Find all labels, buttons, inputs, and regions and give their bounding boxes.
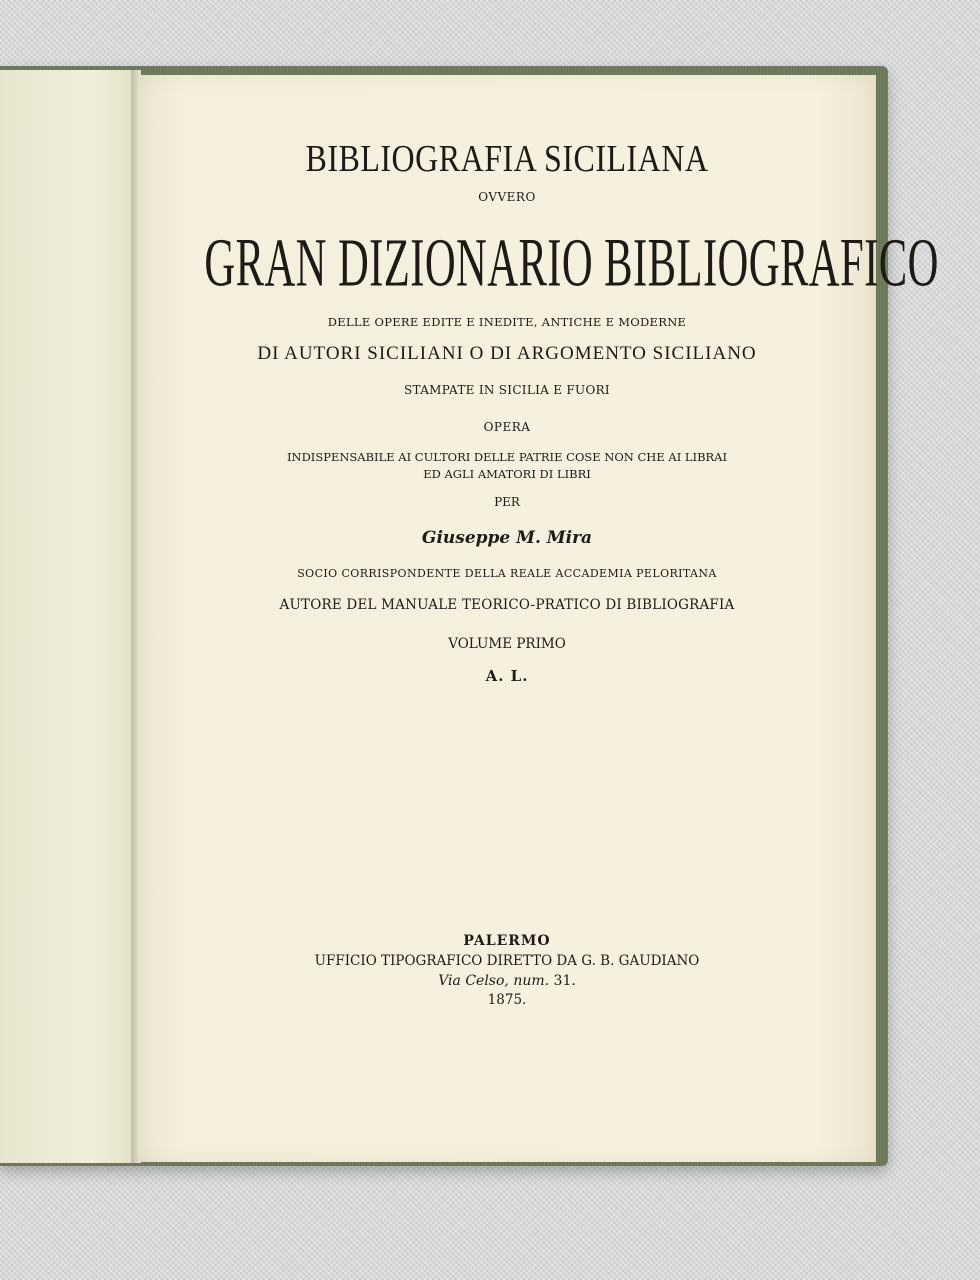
- author-affiliation-2: AUTORE DEL MANUALE TEORICO-PRATICO DI BIBLIOGRAFIA: [279, 597, 735, 613]
- volume-label: VOLUME PRIMO: [448, 636, 566, 652]
- imprint-year: 1875.: [487, 992, 527, 1008]
- description-line-2: ED AGLI AMATORI DI LIBRI: [423, 467, 591, 481]
- left-endpaper: [0, 70, 134, 1163]
- series-title: BIBLIOGRAFIA SICILIANA: [305, 136, 709, 180]
- imprint-street-number: 31.: [553, 973, 576, 989]
- subtitle-line-1: DELLE OPERE EDITE E INEDITE, ANTICHE E MODERNE: [327, 315, 687, 329]
- per-line: PER: [494, 495, 520, 509]
- description-line-1: INDISPENSABILE AI CULTORI DELLE PATRIE COSE NON CHE AI LIBRAI: [286, 450, 728, 464]
- ovvero-line: OVVERO: [478, 190, 536, 204]
- author-affiliation-1: SOCIO CORRISPONDENTE DELLA REALE ACCADEMIA PELORITANA: [297, 567, 717, 580]
- imprint-street: Via Celso, num.: [438, 973, 550, 989]
- volume-letters: A. L.: [485, 667, 529, 685]
- main-title: GRAN DIZIONARIO BIBLIOGRAFICO: [204, 226, 939, 302]
- imprint-city: PALERMO: [463, 933, 551, 949]
- subtitle-line-3: STAMPATE IN SICILIA E FUORI: [404, 383, 610, 397]
- author-name: Giuseppe M. Mira: [421, 528, 593, 548]
- opera-line: OPERA: [483, 420, 531, 434]
- title-page: [138, 75, 939, 1162]
- imprint-address: [138, 973, 876, 989]
- imprint-printer: UFFICIO TIPOGRAFICO DIRETTO DA G. B. GAUDIANO: [314, 953, 700, 969]
- subtitle-line-2: DI AUTORI SICILIANI O DI ARGOMENTO SICILIANO: [257, 343, 757, 364]
